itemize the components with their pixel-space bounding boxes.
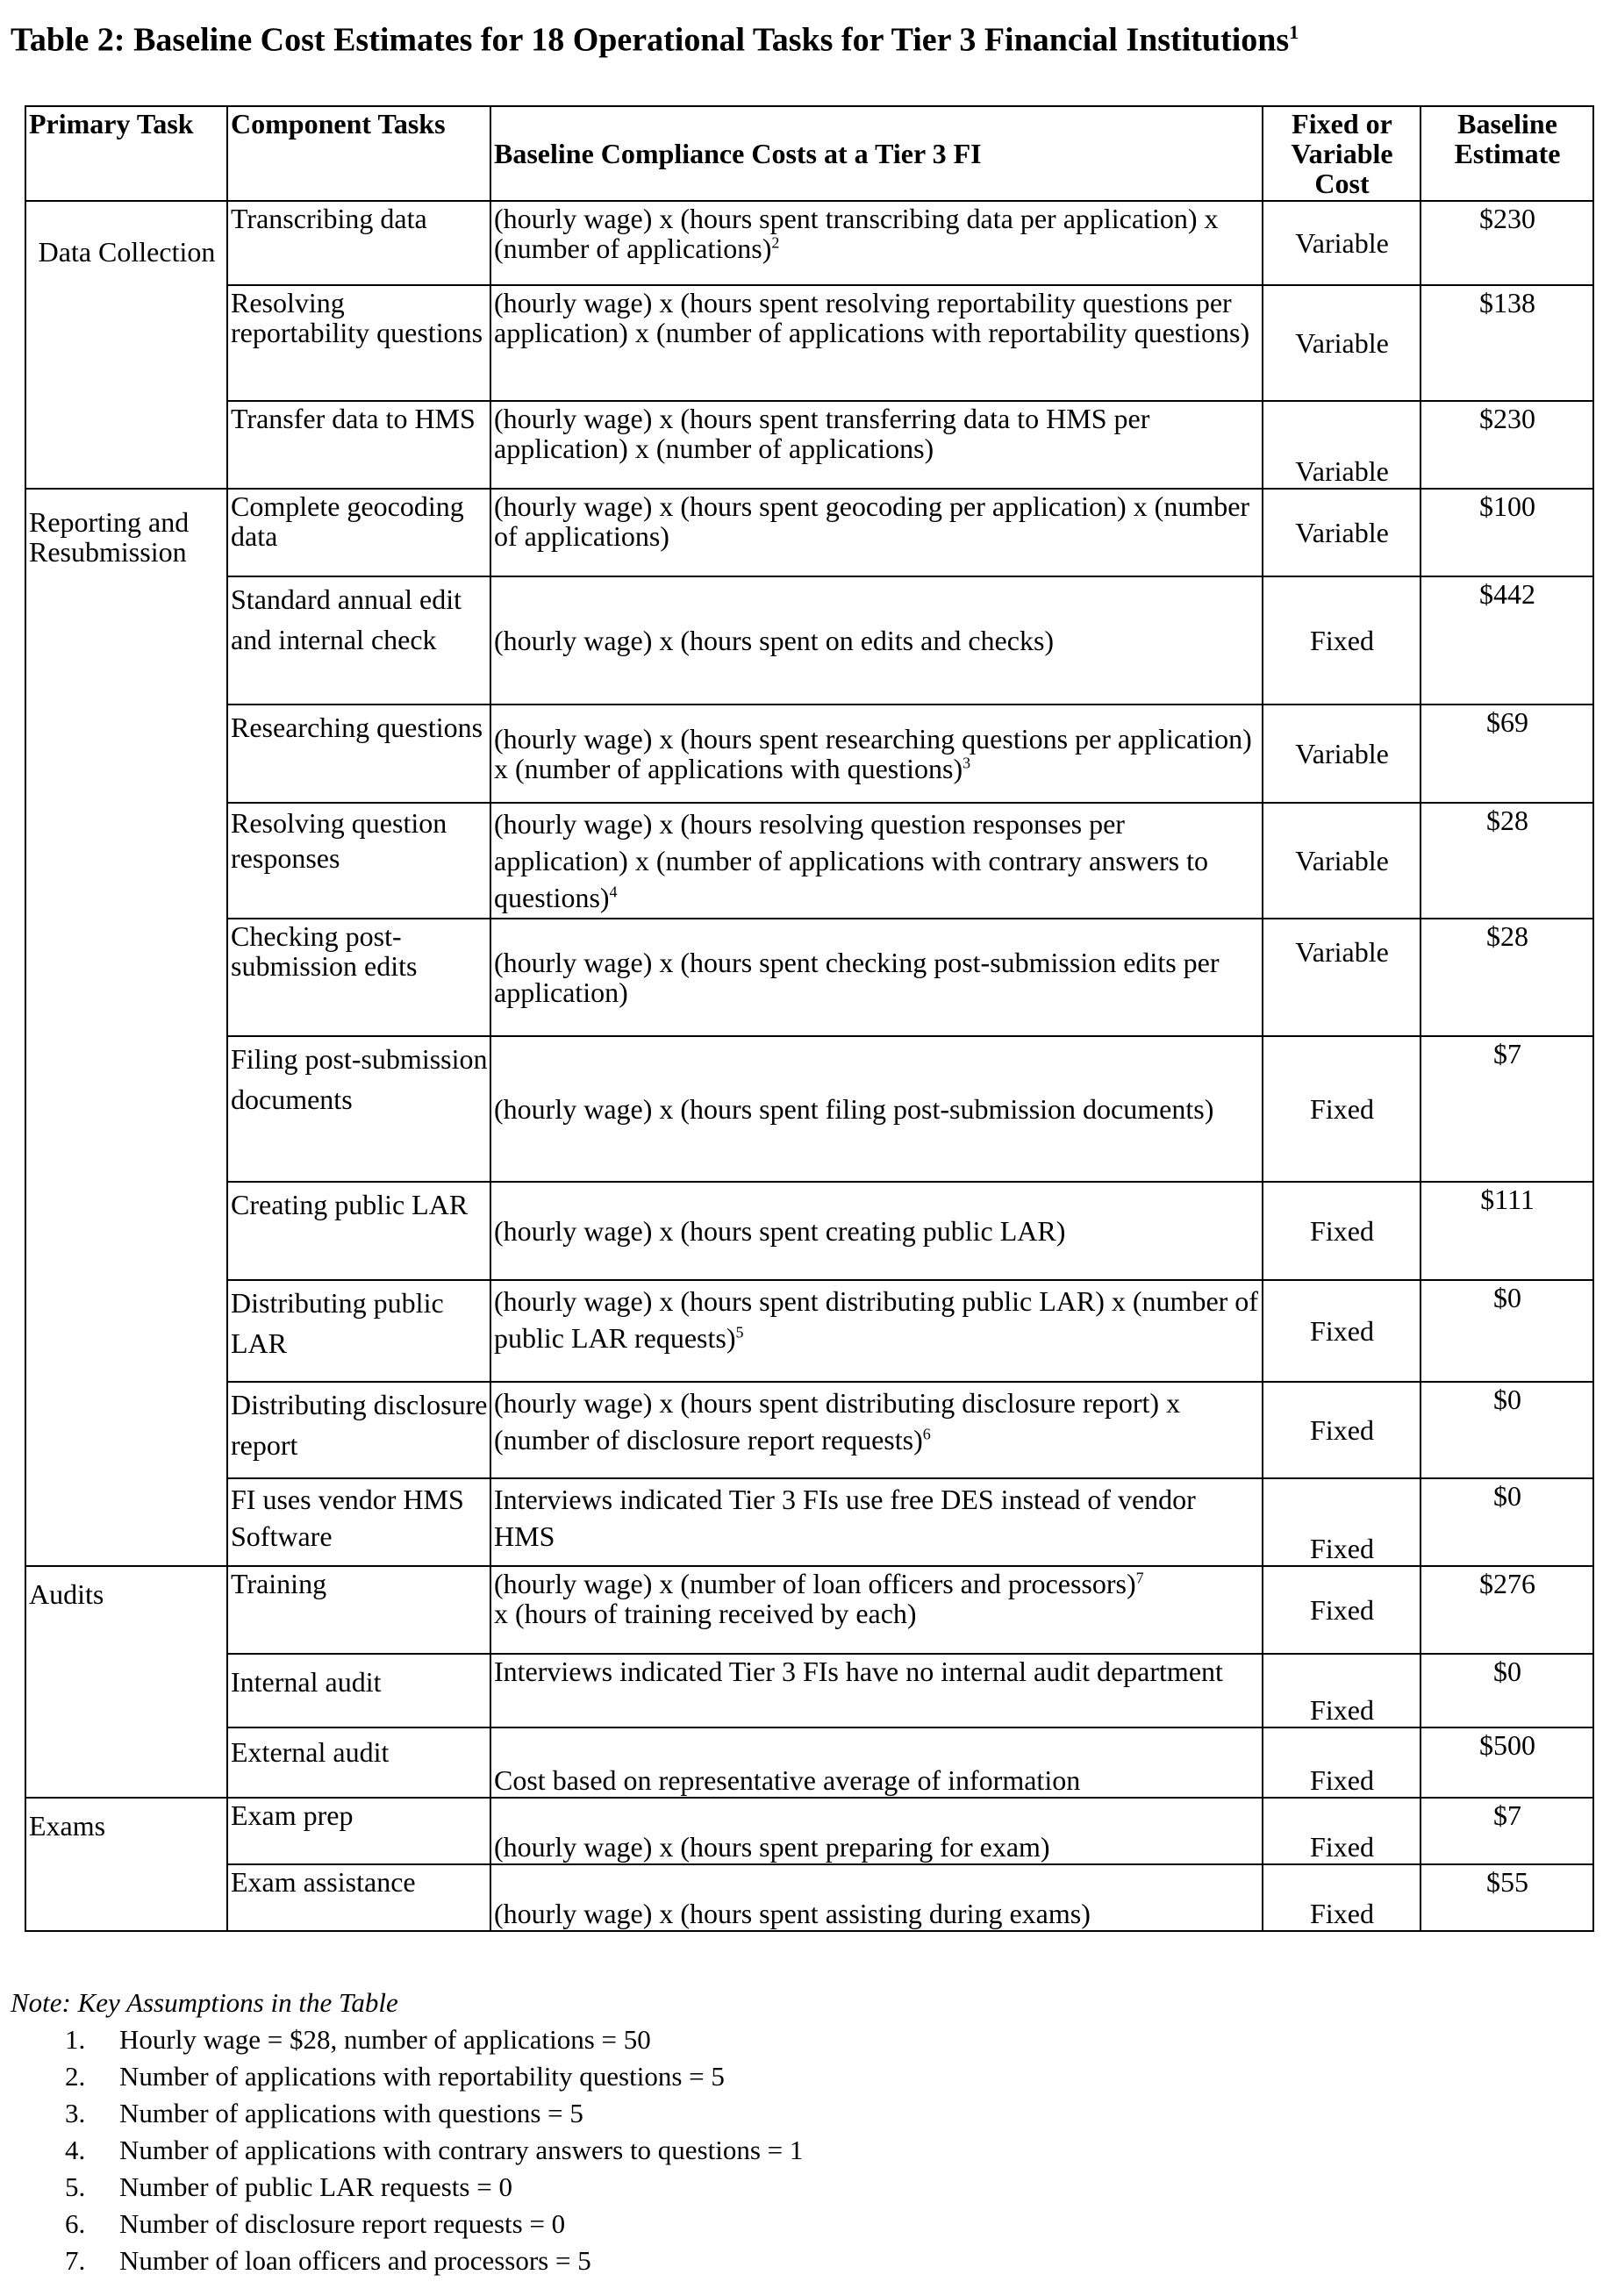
footnote-marker: 2: [771, 233, 780, 252]
header-baseline-estimate: Baseline Estimate: [1421, 106, 1593, 201]
footnote-marker: 5: [735, 1323, 744, 1341]
component-task: Internal audit: [227, 1654, 490, 1727]
cost-type: Variable: [1263, 705, 1421, 803]
cost-type: Fixed: [1263, 1798, 1421, 1864]
footnote-marker: 6: [922, 1425, 931, 1443]
cost-formula: Cost based on representative average of information: [490, 1727, 1263, 1798]
baseline-estimate: $230: [1421, 201, 1593, 285]
cost-type: Variable: [1263, 803, 1421, 919]
baseline-estimate: $100: [1421, 489, 1593, 576]
baseline-estimate: $0: [1421, 1280, 1593, 1382]
baseline-estimate: $28: [1421, 919, 1593, 1036]
footnote-marker: 4: [609, 883, 618, 901]
cost-formula: (hourly wage) x (hours spent checking post-submission edits per application): [490, 919, 1263, 1036]
table-title-text: Table 2: Baseline Cost Estimates for 18 Operational Tasks for Tier 3 Financial Institutions: [11, 21, 1290, 59]
cost-type: Variable: [1263, 285, 1421, 401]
component-task: Distributing disclosure report: [227, 1382, 490, 1478]
cost-type: Fixed: [1263, 1566, 1421, 1654]
baseline-estimate: $7: [1421, 1036, 1593, 1182]
header-baseline-costs: Baseline Compliance Costs at a Tier 3 FI: [490, 106, 1263, 201]
table-row: [25, 803, 1593, 919]
cost-type: Variable: [1263, 919, 1421, 1036]
cost-formula: (hourly wage) x (hours spent transferring data to HMS per application) x (number of applications): [490, 401, 1263, 489]
table-row: [25, 201, 1593, 285]
component-task: Checking post-submission edits: [227, 919, 490, 1036]
table-row: [25, 1566, 1593, 1654]
footnote-marker: 7: [1135, 1569, 1144, 1587]
list-item: 7. Number of loan officers and processors = 5: [65, 2245, 591, 2276]
cost-formula: (hourly wage) x (hours spent resolving reportability questions per application) x (number of applications with reportability questions): [490, 285, 1263, 401]
cost-type: Fixed: [1263, 1036, 1421, 1182]
title-footnote-marker: 1: [1289, 21, 1299, 43]
component-task: Exam prep: [227, 1798, 490, 1864]
primary-task-data-collection: [25, 201, 227, 489]
table-row: [25, 1036, 1593, 1182]
cost-formula: (hourly wage) x (hours spent distributing public LAR) x (number of public LAR requests)$^5$: [490, 1280, 1263, 1382]
baseline-estimate: $69: [1421, 705, 1593, 803]
component-task: Standard annual edit and internal check: [227, 576, 490, 705]
component-task: Distributing public LAR: [227, 1280, 490, 1382]
baseline-estimate: $0: [1421, 1382, 1593, 1478]
cost-formula: (hourly wage) x (hours spent geocoding per application) x (number of applications): [490, 489, 1263, 576]
primary-task-label: Audits: [29, 1578, 104, 1610]
primary-task-exams: [25, 1798, 227, 1931]
list-item: 4. Number of applications with contrary answers to questions = 1: [65, 2135, 804, 2165]
baseline-estimate: $55: [1421, 1864, 1593, 1931]
baseline-estimate: $28: [1421, 803, 1593, 919]
list-item: 1. Hourly wage = $28, number of applications = 50: [65, 2024, 651, 2055]
cost-type: Fixed: [1263, 1864, 1421, 1931]
notes-heading: Note: Key Assumptions in the Table: [11, 1987, 398, 2018]
table-row: [25, 1280, 1593, 1382]
cost-formula: Interviews indicated Tier 3 FIs have no internal audit department: [490, 1654, 1263, 1727]
table-row: [25, 1727, 1593, 1798]
cost-type: Fixed: [1263, 1478, 1421, 1566]
cost-type: Fixed: [1263, 1382, 1421, 1478]
baseline-estimate: $500: [1421, 1727, 1593, 1798]
baseline-estimate: $0: [1421, 1478, 1593, 1566]
cost-type: Fixed: [1263, 1654, 1421, 1727]
baseline-estimate: $0: [1421, 1654, 1593, 1727]
component-task: Resolving question responses: [227, 803, 490, 919]
component-task: Resolving reportability questions: [227, 285, 490, 401]
component-task: Exam assistance: [227, 1864, 490, 1931]
header-row: [25, 106, 1593, 201]
primary-task-label: Reporting and Resubmission: [29, 506, 190, 568]
component-task: Complete geocoding data: [227, 489, 490, 576]
table-row: [25, 489, 1593, 576]
primary-task-label: Exams: [29, 1810, 106, 1842]
primary-task-label: Data Collection: [38, 236, 216, 268]
cost-formula: (hourly wage) x (hours spent creating public LAR): [490, 1182, 1263, 1280]
cost-formula: (hourly wage) x (hours spent preparing for exam): [490, 1798, 1263, 1864]
component-task: Training: [227, 1566, 490, 1654]
list-item: 5. Number of public LAR requests = 0: [65, 2171, 512, 2202]
cost-formula: (hourly wage) x (hours spent transcribing data per application) x (number of applications)$^2$: [490, 201, 1263, 285]
cost-formula: (hourly wage) x (hours spent assisting during exams): [490, 1864, 1263, 1931]
table-row: [25, 1798, 1593, 1864]
list-item: 6. Number of disclosure report requests = 0: [65, 2208, 566, 2239]
header-primary-task: Primary Task: [25, 106, 227, 201]
table-row: [25, 285, 1593, 401]
cost-formula: (hourly wage) x (hours spent distributing disclosure report) x (number of disclosure report requests)$^6$: [490, 1382, 1263, 1478]
cost-type: Fixed: [1263, 1280, 1421, 1382]
cost-type: Fixed: [1263, 1727, 1421, 1798]
table-title: [11, 7, 1590, 66]
baseline-estimate: $230: [1421, 401, 1593, 489]
table-row: [25, 1864, 1593, 1931]
table-row: [25, 576, 1593, 705]
baseline-estimate: $138: [1421, 285, 1593, 401]
component-task: Researching questions: [227, 705, 490, 803]
table-row: [25, 1654, 1593, 1727]
header-component-tasks: Component Tasks: [227, 106, 490, 201]
cost-formula: (hourly wage) x (hours spent filing post-submission documents): [490, 1036, 1263, 1182]
cost-type: Variable: [1263, 489, 1421, 576]
baseline-estimate: $276: [1421, 1566, 1593, 1654]
component-task: Transcribing data: [227, 201, 490, 285]
list-item: 3. Number of applications with questions = 5: [65, 2098, 583, 2128]
cost-type: Fixed: [1263, 576, 1421, 705]
table-row: [25, 1478, 1593, 1566]
notes-list: [11, 2021, 1590, 2279]
header-fixed-variable: Fixed or Variable Cost: [1263, 106, 1421, 201]
component-task: FI uses vendor HMS Software: [227, 1478, 490, 1566]
component-task: Creating public LAR: [227, 1182, 490, 1280]
cost-formula: (hourly wage) x (hours resolving question responses per application) x (number of applications with contrary answers to questions)$^4$: [490, 803, 1263, 919]
baseline-estimate: $442: [1421, 576, 1593, 705]
primary-task-reporting-resubmission: [25, 489, 227, 1566]
cost-formula: Interviews indicated Tier 3 FIs use free DES instead of vendor HMS: [490, 1478, 1263, 1566]
table-row: [25, 401, 1593, 489]
table-row: [25, 1382, 1593, 1478]
table-row: [25, 705, 1593, 803]
component-task: Filing post-submission documents: [227, 1036, 490, 1182]
footnote-marker: 3: [963, 754, 971, 772]
component-task: External audit: [227, 1727, 490, 1798]
cost-table: [25, 105, 1594, 1932]
primary-task-audits: [25, 1566, 227, 1798]
cost-type: Variable: [1263, 401, 1421, 489]
cost-type: Variable: [1263, 201, 1421, 285]
cost-formula: (hourly wage) x (number of loan officers and processors)$^7$ x (hours of training received by each): [490, 1566, 1263, 1654]
table-row: [25, 1182, 1593, 1280]
list-item: 2. Number of applications with reportability questions = 5: [65, 2061, 725, 2092]
cost-formula: (hourly wage) x (hours spent on edits and checks): [490, 576, 1263, 705]
cost-formula: (hourly wage) x (hours spent researching questions per application) x (number of applications with questions)$^3$: [490, 705, 1263, 803]
baseline-estimate: $111: [1421, 1182, 1593, 1280]
baseline-estimate: $7: [1421, 1798, 1593, 1864]
cost-type: Fixed: [1263, 1182, 1421, 1280]
table-row: [25, 919, 1593, 1036]
key-assumptions-notes: [11, 1985, 1590, 2279]
component-task: Transfer data to HMS: [227, 401, 490, 489]
